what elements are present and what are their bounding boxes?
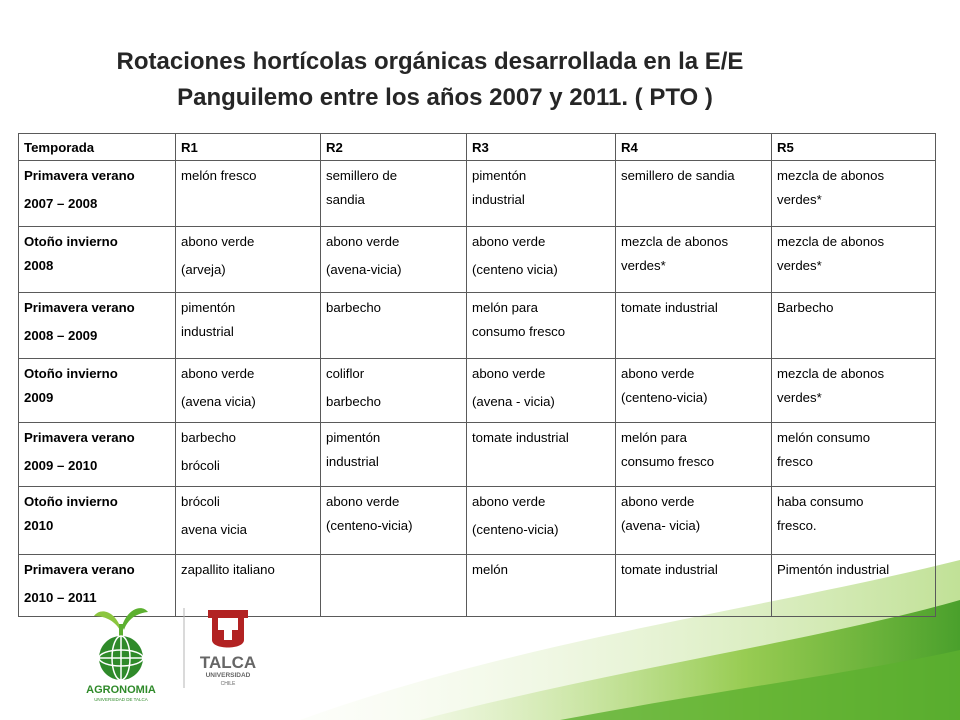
header-r1: R1 [176,134,321,161]
talca-sub: UNIVERSIDAD [205,672,251,679]
rotation-table [18,133,936,617]
table-cell: pimentón industrial [176,293,321,359]
table-cell: mezcla de abonos verdes* [616,227,772,293]
table-cell: tomate industrial [467,423,616,487]
season-name: Otoño invierno [24,366,118,381]
table-cell: tomate industrial [616,293,772,359]
title-line-2: Panguilemo entre los años 2007 y 2011. ( PTO ) [177,84,713,111]
table-cell: zapallito italiano [176,555,321,617]
title-line-1: Rotaciones hortícolas orgánicas desarrollada en la E/E [116,48,744,75]
table-cell [321,555,467,617]
season-cell [19,423,176,487]
table-cell: brócoli avena vicia [176,487,321,555]
season-cell [19,487,176,555]
table-cell: Pimentón industrial [772,555,936,617]
table-cell: abono verde (avena- vicia) [616,487,772,555]
table-cell: melón para consumo fresco [616,423,772,487]
table-cell: abono verde (avena - vicia) [467,359,616,423]
table-cell: semillero de sandia [616,161,772,227]
header-temporada: Temporada [19,134,176,161]
table-cell: semillero de sandia [321,161,467,227]
table-header-row [19,134,936,161]
season-cell [19,227,176,293]
season-years: 2009 [24,390,54,405]
table-cell: melón consumo fresco [772,423,936,487]
table-row [19,487,936,555]
table-row [19,293,936,359]
table-cell: abono verde (avena-vicia) [321,227,467,293]
season-cell [19,359,176,423]
season-years: 2007 – 2008 [24,196,98,211]
season-name: Primavera verano [24,300,135,315]
talca-country: CHILE [220,681,236,687]
table-cell: abono verde (centeno-vicia) [467,487,616,555]
agronomia-sub: UNIVERSIDAD DE TALCA [94,697,148,702]
table-cell: pimentón industrial [467,161,616,227]
table-cell: melón [467,555,616,617]
season-cell [19,161,176,227]
table-cell: pimentón industrial [321,423,467,487]
table-cell: abono verde (centeno vicia) [467,227,616,293]
agronomia-logo [86,608,156,702]
table-cell: abono verde (centeno-vicia) [321,487,467,555]
table-cell: Barbecho [772,293,936,359]
header-r4: R4 [616,134,772,161]
slide-title [40,44,820,116]
season-years: 2008 – 2009 [24,328,98,343]
season-name: Otoño invierno [24,494,118,509]
season-name: Otoño invierno [24,234,118,249]
table-cell: haba consumo fresco. [772,487,936,555]
table-cell: abono verde (avena vicia) [176,359,321,423]
table-cell: melón fresco [176,161,321,227]
header-r5: R5 [772,134,936,161]
table-cell: abono verde (centeno-vicia) [616,359,772,423]
logos [58,596,308,706]
header-r3: R3 [467,134,616,161]
agronomia-name: AGRONOMIA [86,684,156,696]
season-name: Primavera verano [24,430,135,445]
season-name: Primavera verano [24,562,135,577]
talca-name: TALCA [199,653,257,672]
table-cell: mezcla de abonos verdes* [772,359,936,423]
table-cell: tomate industrial [616,555,772,617]
header-r2: R2 [321,134,467,161]
season-name: Primavera verano [24,168,135,183]
table-row [19,161,936,227]
season-years: 2010 – 2011 [24,590,97,605]
table-cell: coliflor barbecho [321,359,467,423]
season-years: 2008 [24,258,54,273]
season-years: 2009 – 2010 [24,458,98,473]
table-cell: barbecho [321,293,467,359]
table-row [19,227,936,293]
table-cell: melón para consumo fresco [467,293,616,359]
table-row [19,423,936,487]
table-cell: mezcla de abonos verdes* [772,227,936,293]
table-cell: abono verde (arveja) [176,227,321,293]
talca-logo [200,610,256,687]
table-cell: mezcla de abonos verdes* [772,161,936,227]
table-row [19,359,936,423]
table-cell: barbecho brócoli [176,423,321,487]
season-cell [19,293,176,359]
season-years: 2010 [24,518,54,533]
